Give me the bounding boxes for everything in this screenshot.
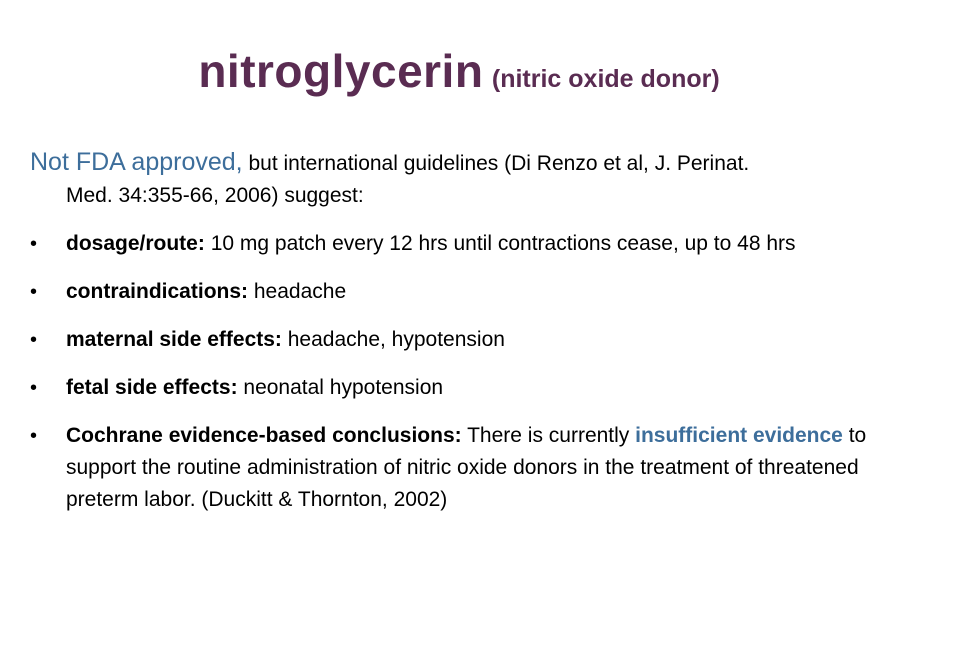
bullet-marker: •	[30, 329, 38, 351]
bullet-text-after: to support the routine administration of nitric oxide donors in the treatment of threatened preterm labor. (Duckitt & Thornton, 2002)	[66, 424, 867, 511]
bullet-cochrane-conclusions	[30, 420, 900, 516]
bullet-text: 10 mg patch every 12 hrs until contractions cease, up to 48 hrs	[204, 232, 796, 255]
bullet-text: neonatal hypotension	[237, 376, 444, 399]
bullet-label: dosage/route:	[66, 232, 205, 255]
slide-title	[0, 44, 958, 98]
bullet-list	[30, 228, 900, 532]
bullet-dosage	[30, 228, 900, 260]
bullet-label: Cochrane evidence-based conclusions:	[66, 424, 462, 447]
intro-line-1	[30, 146, 900, 180]
bullet-text: headache	[248, 280, 347, 303]
title-subtitle: (nitric oxide donor)	[491, 65, 720, 93]
intro-comma: ,	[235, 148, 243, 176]
bullet-text: headache, hypotension	[281, 328, 505, 351]
bullet-marker: •	[30, 281, 38, 303]
bullet-label: contraindications:	[66, 280, 249, 303]
bullet-marker: •	[30, 377, 38, 399]
bullet-marker: •	[30, 233, 38, 255]
intro-text-1: but international guidelines (Di Renzo et al, J. Perinat.	[242, 152, 750, 175]
bullet-fetal-side-effects	[30, 372, 900, 404]
bullet-marker: •	[30, 425, 38, 447]
bullet-label: maternal side effects:	[66, 328, 282, 351]
intro-paragraph	[30, 146, 900, 212]
intro-lead: Not FDA approved	[30, 148, 236, 176]
bullet-text-before: There is currently	[461, 424, 636, 447]
bullet-contraindications	[30, 276, 900, 308]
bullet-maternal-side-effects	[30, 324, 900, 356]
bullet-label: fetal side effects:	[66, 376, 238, 399]
intro-line-2: Med. 34:355-66, 2006) suggest:	[66, 184, 364, 207]
insufficient-evidence-highlight: insufficient evidence	[635, 424, 843, 447]
title-main: nitroglycerin	[198, 45, 484, 97]
